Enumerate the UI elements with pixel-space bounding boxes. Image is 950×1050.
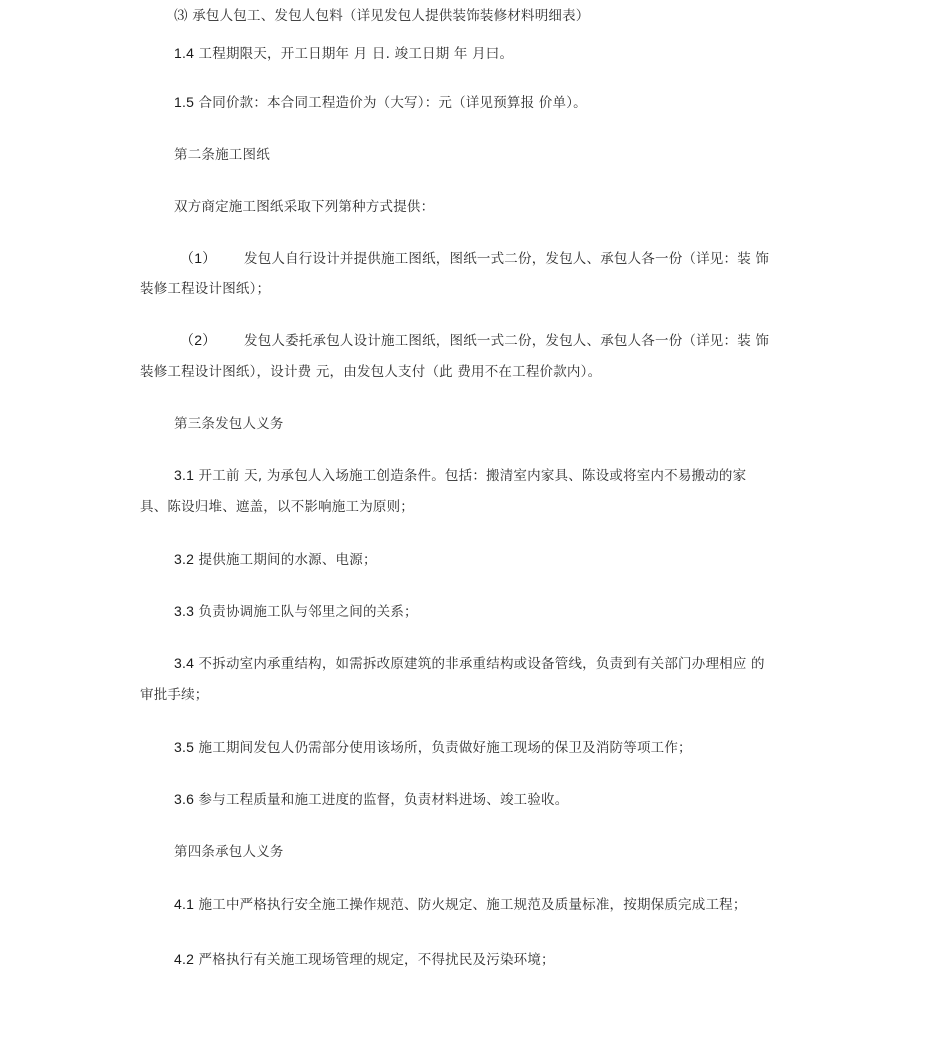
clause-number: 3.2 — [174, 551, 195, 567]
clause-number: 3.1 — [174, 467, 195, 483]
clause-3-4-line-2: 审批手续； — [140, 687, 209, 703]
clause-3-4-line-1 — [174, 654, 765, 673]
option-1-line-2: 装修工程设计图纸）； — [140, 281, 271, 297]
clause-3-3 — [174, 602, 418, 621]
option-2-line-2: 装修工程设计图纸），设计费 元，由发包人支付（此 费用不在工程价款内）。 — [140, 364, 602, 380]
clause-number: 1.4 — [174, 45, 195, 61]
clause-text: 参与工程质量和施工进度的监督，负责材料进场、竣工验收。 — [194, 792, 569, 808]
clause-text: 合同价款：本合同工程造价为（大写）：元（详见预算报 价单）。 — [194, 95, 587, 111]
clause-text: 施工中严格执行安全施工操作规范、防火规定、施工规范及质量标准，按期保质完成工程； — [194, 897, 747, 913]
clause-text: 施工期间发包人仍需部分使用该场所，负责做好施工现场的保卫及消防等项工作； — [194, 740, 692, 756]
section-2-intro: 双方商定施工图纸采取下列第种方式提供： — [174, 199, 435, 215]
section-heading-4: 第四条承包人义务 — [174, 844, 284, 860]
section-heading-3: 第三条发包人义务 — [174, 416, 284, 432]
clause-3-2 — [174, 550, 377, 569]
contract-clause-1-3 — [174, 7, 590, 25]
clause-number: 3.3 — [174, 603, 195, 619]
clause-text: ⑶ 承包人包工、发包人包料（详见发包人提供装饰装修材料明细表） — [174, 8, 590, 24]
clause-3-5 — [174, 738, 692, 757]
clause-text: 严格执行有关施工现场管理的规定，不得扰民及污染环境； — [194, 952, 555, 968]
clause-text: 工程期限天，开工日期年 月 日. 竣工日期 年 月曰。 — [194, 46, 514, 62]
clause-4-1 — [174, 895, 747, 914]
option-text: 发包人委托承包人设计施工图纸，图纸一式二份，发包人、承包人各一份（详见：装 饰 — [244, 333, 770, 349]
clause-number: 3.6 — [174, 791, 195, 807]
clause-number: 4.2 — [174, 951, 195, 967]
contract-clause-1-5 — [174, 93, 587, 112]
clause-text: 负责协调施工队与邻里之间的关系； — [194, 604, 418, 620]
option-1-line-1 — [180, 249, 769, 268]
clause-number: 3.4 — [174, 655, 195, 671]
option-number: （1） — [180, 250, 217, 266]
section-heading-2: 第二条施工图纸 — [174, 147, 270, 163]
option-number: （2） — [180, 332, 217, 348]
clause-3-1-line-2: 具、陈设归堆、遮盖，以不影响施工为原则； — [140, 499, 414, 515]
clause-number: 1.5 — [174, 94, 195, 110]
clause-4-2 — [174, 950, 555, 969]
contract-clause-1-4 — [174, 44, 513, 63]
clause-text: 提供施工期间的水源、电源； — [194, 552, 377, 568]
clause-number: 3.5 — [174, 739, 195, 755]
clause-text: 开工前 天, 为承包人入场施工创造条件。包括：搬清室内家具、陈设或将室内不易搬动的家 — [194, 468, 747, 484]
clause-text: 不拆动室内承重结构，如需拆改原建筑的非承重结构或设备管线，负责到有关部门办理相应 的 — [194, 656, 765, 672]
clause-3-6 — [174, 790, 568, 809]
clause-number: 4.1 — [174, 896, 195, 912]
option-2-line-1 — [180, 331, 769, 350]
clause-3-1-line-1 — [174, 466, 746, 485]
option-text: 发包人自行设计并提供施工图纸，图纸一式二份，发包人、承包人各一份（详见：装 饰 — [244, 251, 770, 267]
